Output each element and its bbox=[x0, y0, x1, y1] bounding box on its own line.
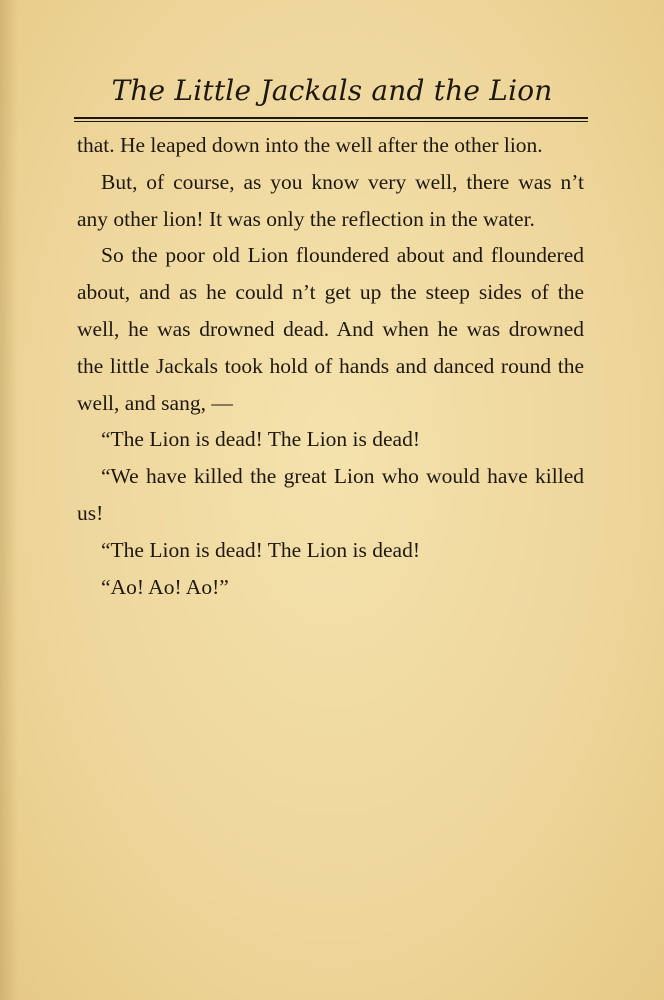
song-line: “The Lion is dead! The Lion is dead! bbox=[101, 537, 421, 562]
song-line: “We have killed the great Lion who would have killed us! bbox=[77, 464, 584, 525]
header-rule bbox=[74, 117, 588, 119]
paragraph: that. He leaped down into the well after the other lion. bbox=[77, 133, 543, 157]
running-head: The Little Jackals and the Lion bbox=[111, 74, 553, 107]
song-line: “The Lion is dead! The Lion is dead! bbox=[101, 427, 421, 452]
body-text bbox=[77, 127, 584, 605]
header-rule-thin bbox=[74, 121, 588, 122]
song-line: “Ao! Ao! Ao!” bbox=[101, 574, 229, 599]
paragraph: But, of course, as you know very well, there was n’t any other lion! It was only the reflection in the water. bbox=[77, 169, 584, 231]
paragraph: So the poor old Lion floundered about and floundered about, and as he could n’t get up the steep sides of the well, he was drowned dead. And when he was drowned the little Jackals took hold of hands and danced round the well, and sang, — bbox=[77, 243, 584, 415]
